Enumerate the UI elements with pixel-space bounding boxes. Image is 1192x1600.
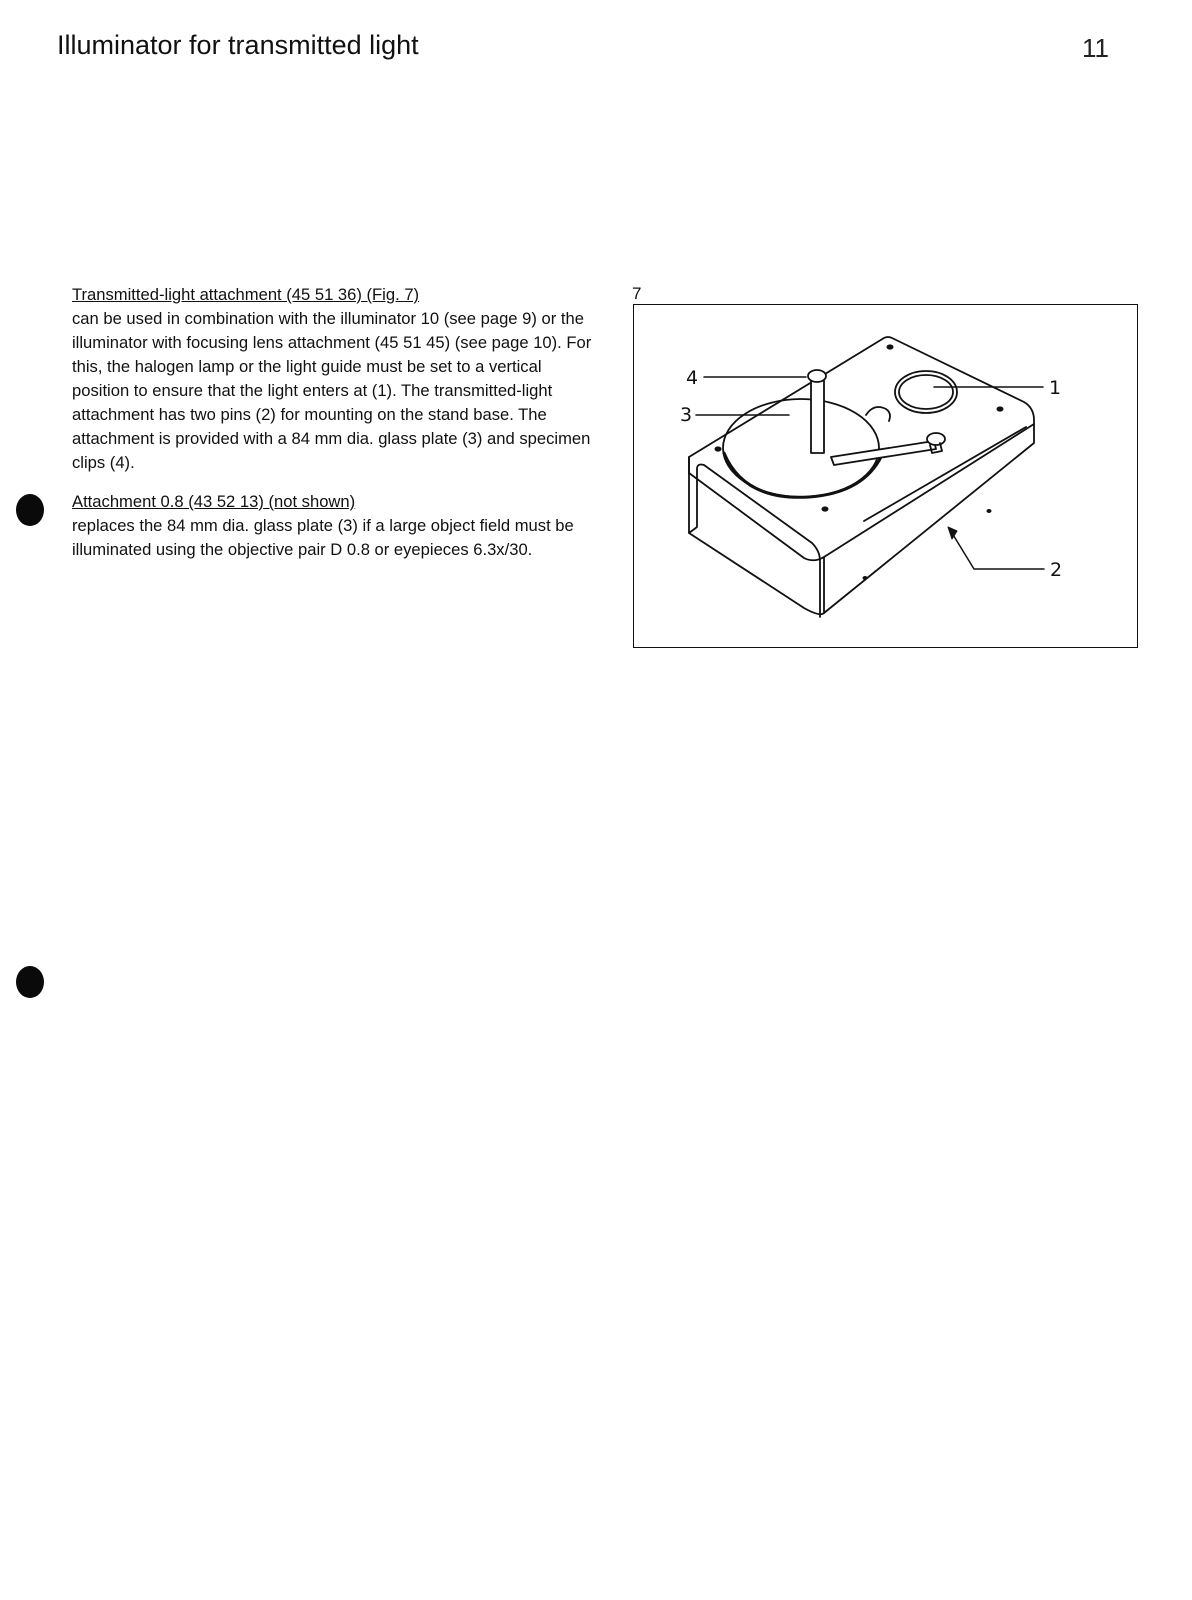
light-entry-ring-inner <box>899 375 953 409</box>
figure-7-frame <box>633 304 1138 648</box>
specimen-clip-knob <box>927 433 945 445</box>
light-entry-ring <box>895 371 957 413</box>
text-column <box>72 283 602 577</box>
housing-bottom-edge <box>689 533 824 614</box>
section-body: replaces the 84 mm dia. glass plate (3) if a large object field must be illuminated using the objective pair D 0.8 or eyepieces 6.3x/30. <box>72 516 574 559</box>
callout-label-1: 1 <box>1049 377 1062 399</box>
callout-arrow-2 <box>948 527 957 539</box>
specimen-clip-vertical <box>811 378 824 453</box>
punch-hole-icon <box>16 966 44 998</box>
callout-line-2 <box>952 533 1044 569</box>
section-heading: Attachment 0.8 (43 52 13) (not shown) <box>72 492 356 511</box>
specimen-clip-head <box>808 370 826 382</box>
callout-label-4: 4 <box>686 367 699 389</box>
section-body: can be used in combination with the illuminator 10 (see page 9) or the illuminator with focusing lens attachment (45 51 45) (see page 10). For this, the halogen lamp or the light guide must be set to a vertical position to ensure that the light enters at (1). The transmitted-light attachment has two pins (2) for mounting on the stand base. The attachment is provided with a 84 mm dia. glass plate (3) and specimen clips (4). <box>72 309 592 472</box>
section-transmitted-light-attachment <box>72 283 602 475</box>
transmitted-light-attachment-illustration <box>634 305 1139 649</box>
housing-top-face <box>689 337 1034 560</box>
section-attachment-0-8 <box>72 490 602 562</box>
punch-hole-icon <box>16 494 44 526</box>
glass-plate-notch <box>866 407 890 421</box>
page-number: 11 <box>1082 33 1109 63</box>
callout-label-2: 2 <box>1050 559 1063 581</box>
specimen-clip-horizontal <box>831 441 936 465</box>
callout-label-3: 3 <box>680 404 693 426</box>
figure-number: 7 <box>632 284 642 303</box>
section-heading: Transmitted-light attachment (45 51 36) (Fig. 7) <box>72 285 420 304</box>
page-title: Illuminator for transmitted light <box>57 30 419 60</box>
housing-front-panel <box>689 457 820 617</box>
screw-dots <box>715 344 1004 580</box>
